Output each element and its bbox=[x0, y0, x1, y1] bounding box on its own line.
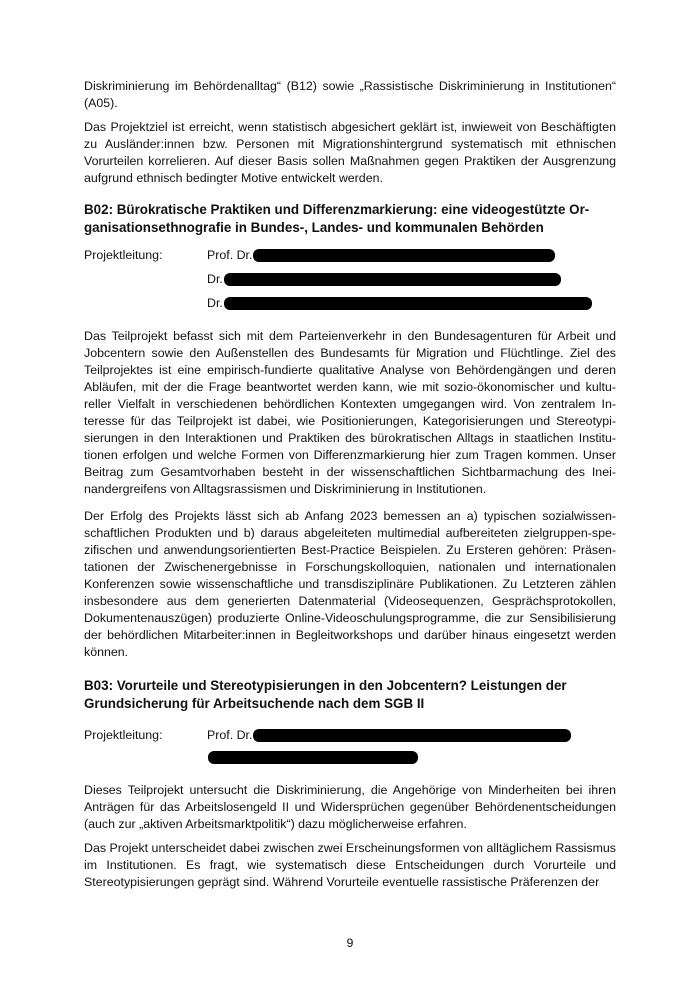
b02-lead-3-prefix: Dr. bbox=[207, 296, 223, 310]
b03-lead-2 bbox=[207, 751, 616, 764]
intro-paragraph-1: Diskriminierung im Behördenalltag“ (B12) sowie „Rassistische Diskriminierung in Institutionen“ (A05). bbox=[84, 79, 616, 110]
page-number: 9 bbox=[346, 936, 354, 950]
redaction-bar bbox=[224, 273, 561, 286]
b02-paragraph-1: Das Teilprojekt befasst sich mit dem Parteienverkehr in den Bundesagenturen für Arbeit und Jobcentern sowie den Außenstellen des Bundesamts für Migration und Flüchtlinge. Ziel des Teilprojektes ist eine empirisch-fundierte qualitative Analyse von Behördengängen und deren Abläufen, mit der die Frage beantwortet werden kann, wie mit sozio-ökonomischer und kultureller Vielfalt in verschiedenen behördlichen Kontexten umgegangen wird. Von zentralem Interesse für das Teilprojekt ist dabei, wie Positionierungen, Kategorisierungen und Stereotypisierungen in den Interaktionen und Praktiken des bürokratischen Alltags in staatlichen Institutionen erfolgen und welche Formen von Differenzmarkierung hier zum Tragen kommen. Unser Beitrag zum Gesamtvorhaben besteht in der wissenschaftlichen Sichtbarmachung des Ineinandergreifens von Alltagsrassismen und Diskriminierung in Institutionen. bbox=[84, 329, 616, 496]
redaction-bar bbox=[208, 751, 418, 764]
b03-lead-1 bbox=[207, 727, 616, 744]
b02-paragraph-2: Der Erfolg des Projekts lässt sich ab Anfang 2023 bemessen an a) typischen sozialwissenschaftlichen Produkten und b) daraus abgeleiteten multimedial aufbereiteten zielgruppen-spezifischen und anwendungsorientierten Best-Practice Beispielen. Zu Ersteren gehören: Präsentationen der Zwischenergebnisse in Forschungskolloquien, nationalen und internationalen Konferenzen sowie wissenschaftliche und transdisziplinäre Publikationen. Zu Letzteren zählen insbesondere aus dem generierten Datenmaterial (Videosequenzen, Gesprächsprotokollen, Dokumentenauszügen) produzierte Online-Videoschulungsprogramme, die zur Sensibilisierung der behördlichen Mitarbeiter:innen in Begleitworkshops und darüber hinaus eingesetzt werden können. bbox=[84, 509, 616, 659]
section-b03-heading-wrap bbox=[84, 677, 616, 713]
b02-project-leads bbox=[84, 247, 616, 312]
b03-lead-1-prefix: Prof. Dr. bbox=[207, 728, 253, 742]
b03-paragraph-2: Das Projekt unterscheidet dabei zwischen zwei Erscheinungsformen von alltäglichem Rassismus im Institutionen. Es fragt, wie systematisch diese Entscheidungen durch Vorurteile und Stereotypisierungen geprägt sind. Während Vorurteile eventuelle rassistische Präferenzen der bbox=[84, 841, 616, 889]
section-b02-title: B02: Bürokratische Praktiken und Differenzmarkierung: eine videogestützte Organisationsethnografie in Bundes-, Landes- und kommunalen Behörden bbox=[84, 202, 590, 235]
b02-lead-2-prefix: Dr. bbox=[207, 272, 223, 286]
b02-lead-1-prefix: Prof. Dr. bbox=[207, 248, 253, 262]
intro-paragraph-2: Das Projektziel ist erreicht, wenn statistisch abgesichert geklärt ist, inwieweit von Beschäftigten zu Ausländer:innen bzw. Personen mit Migrationshintergrund systematisch mit ethnischen Vorurteilen korrelieren. Auf dieser Basis sollen Maßnahmen gegen Praktiken der Ausgrenzung aufgrund ethnisch bedingter Motive entwickelt werden. bbox=[84, 120, 616, 185]
section-b02-heading-wrap bbox=[84, 201, 616, 237]
redaction-bar bbox=[253, 729, 571, 742]
b02-lead-1 bbox=[207, 247, 616, 264]
b03-lead-label: Projektleitung: bbox=[84, 728, 163, 742]
redaction-bar bbox=[253, 249, 555, 262]
b03-paragraph-1: Dieses Teilprojekt untersucht die Diskriminierung, die Angehörige von Minderheiten bei ihren Anträgen für das Arbeitslosengeld II und Widersprüchen gegenüber Behördenentscheidungen (auch zur „aktiven Arbeitsmarktpolitik“) dazu möglicherweise erfahren. bbox=[84, 783, 616, 831]
document-page bbox=[84, 78, 616, 898]
b02-lead-2 bbox=[207, 271, 616, 288]
b02-lead-label: Projektleitung: bbox=[84, 248, 163, 262]
redaction-bar bbox=[224, 297, 592, 310]
section-b03-title: B03: Vorurteile und Stereotypisierungen in den Jobcentern? Leistungen der Grundsicherung für Arbeitsuchende nach dem SGB II bbox=[84, 678, 567, 711]
b03-project-leads bbox=[84, 727, 616, 764]
b02-lead-3 bbox=[207, 295, 616, 312]
